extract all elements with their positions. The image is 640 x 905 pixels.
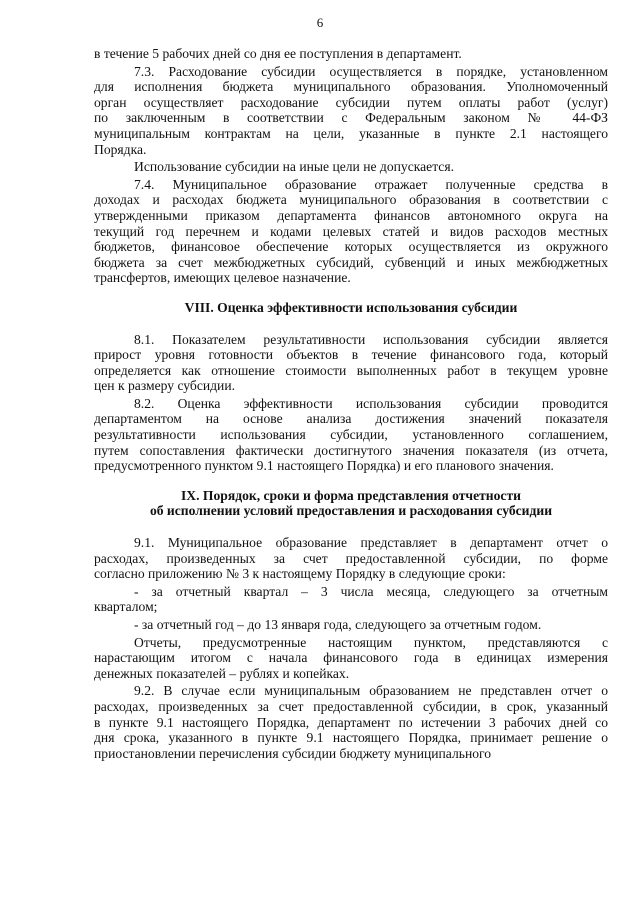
text-line: департаментом на основе анализа достижения значений показателя [94, 411, 608, 427]
text-line: расходах, произведенных за счет предоставленной субсидии, по форме [94, 550, 608, 566]
text-line: по заключенным в соответствии с Федеральным законом № 44-ФЗ [94, 110, 608, 126]
text-line: орган осуществляет расходование субсидии путем оплаты работ (услуг) [94, 94, 608, 110]
text-line: утвержденными приказом департамента финансов автономного округа на [94, 207, 608, 223]
paragraph [94, 159, 608, 175]
text-line: 9.1. Муниципальное образование представляет в департамент отчет о [134, 535, 608, 551]
text-line: бюджетов, финансовое обеспечение которых осуществляется из окружного [94, 239, 608, 255]
text-line: Отчеты, предусмотренные настоящим пунктом, представляются с [134, 634, 608, 650]
text-line: результативности использования субсидии, установленного соглашением, [94, 427, 608, 443]
paragraph [94, 46, 608, 62]
text-line: цен к размеру субсидии. [94, 378, 236, 394]
heading-line: VIII. Оценка эффективности использования субсидии [184, 299, 518, 315]
paragraph [94, 396, 608, 474]
paragraph [94, 584, 608, 615]
paragraph [94, 177, 608, 286]
paragraph [94, 535, 608, 582]
paragraph [94, 64, 608, 158]
text-line: согласно приложению № 3 к настоящему Порядку в следующие сроки: [94, 566, 506, 582]
text-line: 9.2. В случае если муниципальным образованием не представлен отчет о [134, 683, 608, 699]
text-line: для исполнения бюджета муниципального образования. Уполномоченный [94, 79, 608, 95]
text-line: 7.3. Расходование субсидии осуществляется в порядке, установленном [134, 63, 608, 79]
text-line: предусмотренного пунктом 9.1 настоящего Порядка) и его планового значения. [94, 458, 554, 474]
text-line: путем сопоставления фактически достигнутого значения показателя (из отчета, [94, 442, 608, 458]
text-line: приостановлении перечисления субсидии бюджету муниципального [94, 745, 492, 761]
text-line: 8.1. Показателем результативности использования субсидии является [134, 331, 608, 347]
text-line: доходах и расходах бюджета муниципального образования в соответствии с [94, 192, 608, 208]
section-heading [94, 488, 608, 519]
text-line: трансфертов, имеющих целевое назначение. [94, 270, 351, 286]
text-line: дня срока, указанного в пункте 9.1 настоящего Порядка, принимает решение о [94, 730, 608, 746]
text-line: в течение 5 рабочих дней со дня ее поступления в департамент. [94, 46, 462, 61]
text-line: в пункте 9.1 настоящего Порядка, департамент по истечении 3 рабочих дней со [94, 714, 608, 730]
paragraph [94, 332, 608, 394]
paragraph [94, 635, 608, 682]
heading-line: об исполнении условий предоставления и расходования субсидии [149, 503, 553, 519]
text-line: муниципальным контрактам на цели, указанные в пункте 2.1 настоящего [94, 125, 608, 141]
document-body [94, 46, 608, 763]
text-line: - за отчетный квартал – 3 числа месяца, следующего за отчетным [134, 583, 608, 599]
text-line: кварталом; [94, 599, 158, 615]
text-line: Использование субсидии на иные цели не допускается. [134, 159, 454, 175]
text-line: - за отчетный год – до 13 января года, следующего за отчетным годом. [134, 617, 542, 632]
text-line: Порядка. [94, 141, 147, 157]
text-line: нарастающим итогом с начала финансового года в единицах измерения [94, 650, 608, 666]
text-line: 7.4. Муниципальное образование отражает полученные средства в [134, 176, 608, 192]
text-line: прирост уровня готовности объектов в течение финансового года, который [94, 347, 608, 363]
paragraph [94, 617, 608, 633]
text-line: денежных показателей – рублях и копейках. [94, 665, 350, 681]
section-heading [94, 300, 608, 316]
paragraph [94, 683, 608, 761]
text-line: бюджета за счет межбюджетных субсидий, субвенций и иных межбюджетных [94, 254, 608, 270]
heading-line: IX. Порядок, сроки и форма представления отчетности [181, 487, 521, 503]
page-number: 6 [316, 15, 324, 30]
text-line: 8.2. Оценка эффективности использования субсидии проводится [134, 395, 608, 411]
text-line: текущий год перечнем и кодами целевых статей и видов расходов местных [94, 223, 608, 239]
text-line: расходах, произведенных за счет предоставленной субсидии, в срок, указанный [94, 698, 608, 714]
text-line: определяется как отношение стоимости выполненных работ в текущем уровне [94, 362, 608, 378]
